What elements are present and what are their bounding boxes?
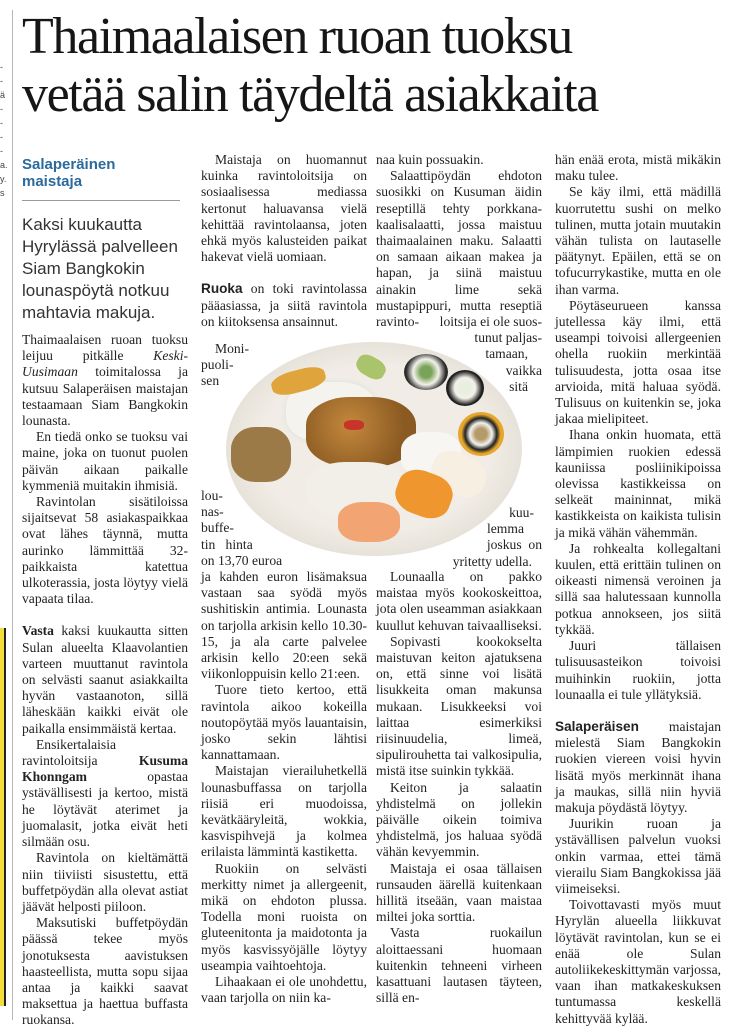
column-2 (201, 152, 367, 330)
kicker-divider (22, 200, 180, 201)
paragraph (22, 623, 188, 736)
text-line: lou- (201, 488, 223, 503)
avocado (353, 351, 389, 383)
sushi-roll-1 (404, 354, 448, 390)
text-line: tunut paljas- (474, 330, 542, 346)
column-2-continued (201, 569, 367, 1006)
gutter-mark: - (0, 132, 3, 142)
paragraph: Juurikin ruoan ja ystävällisen palvelun vuoksi onkin varmaa, ettei tämä vierailu Siam Bangkokissa jää viimeiseksi. (555, 816, 721, 896)
roe-sushi-roll (458, 412, 504, 456)
paragraph: Maistaja ei osaa tällaisen runsauden äärellä kuitenkaan hillitä itseään, vaan maistaa miltei joka sorttia. (376, 860, 542, 925)
kicker (22, 156, 182, 190)
gutter-mark: s (0, 188, 5, 198)
paragraph: ja kahden euron lisämaksua vastaan saa syödä myös sushitiskin antimia. Lounasta on tarjolla arkisin kello 10.30-15, ja ala carte palvelee arkisin kello 20:een sekä viikonloppuisin kello 21:een. (201, 569, 367, 682)
text-line: sen (201, 373, 220, 389)
text-line: tamaan, (485, 346, 528, 362)
column-1 (22, 332, 188, 1029)
deck-subheading: Kaksi kuukautta Hyrylässä palvelleen Siam Bangkokin lounaspöytä notkuu mahtavia makuja. (22, 215, 178, 322)
paragraph: Keiton ja salaatin yhdistelmä on jollekin päivälle oikein toimiva yhdistelmä, jos haluaa syödä vähän kevyemmin. (376, 779, 542, 860)
sushi-roll-2 (446, 370, 484, 406)
paragraph: Pöytäseurueen kanssa jutellessa käy ilmi, että useampi toivoisi allergeenien ohella ruokiin merkintää tulisuudesta, jotta osaa itse arvioida, mitä haluaa syödä. Tulisuus on kuitenkin se, joka jakaa mielipiteet. (555, 297, 721, 427)
nigiri-salmon-2 (338, 502, 400, 542)
text: maistajan mielestä Siam Bangkokin ruokien viereen voisi hyvin lisätä myös merkinnät ihana ja maukas, sillä niin hyviä makuja pöydästä löytyy. (555, 718, 721, 815)
text-line: loitsija ei ole suos- (439, 314, 542, 329)
text-line: sitä (509, 378, 528, 394)
gutter-mark: - (0, 62, 3, 72)
column-3-continued (376, 569, 542, 1006)
text: kaksi kuukautta sitten Sulan alueelta Klaavolantien varteen muuttanut ravintola on selvästi saanut asiakkailta hyvän vastaanoton, sillä läheskään kaikki eivät ole paikalla ensimmäistä kertaa. (22, 623, 188, 736)
paragraph (555, 719, 721, 816)
text: Ensikertalaisia ravintoloitsija (22, 736, 139, 769)
paragraph: Lounaalla on pakko maistaa myös kookoskeittoa, jota olen useamman asiakkaan kuullut kehuvan taivaalliseksi. (376, 569, 542, 633)
paragraph: Maksutiski buffetpöydän päässä tekee myös jonotuksesta aavistuksen haasteellista, mutta sopu sijaa antaa ja kaikki saavat maksettua ja haettua buffasta ruokansa. (22, 915, 188, 1028)
paragraph: Ihana onkin huomata, että lämpimien ruokien edessä kauniissa posliinikipoissa olevissa kastikkeissa on selkeät maininnat, mikä kastikkeista on kaikista tulisin ja mikä vähän vähemmän. (555, 427, 721, 540)
text: toimitalossa ja kutsuu Salaperäisen maistajan testaamaan Siam Bangkokin lounasta. (22, 364, 188, 429)
person-name: Kusuma Khonngam (22, 753, 188, 785)
food-photo (226, 342, 522, 556)
highlight-bar (0, 628, 6, 1006)
paragraph: Ja rohkealta kollegaltani kuulen, että erittäin tulinen on oikeasti nimensä veroinen ja sillä saa halutessaan kunnolla potkua annokseen, jos siitä tykkää. (555, 540, 721, 637)
paragraph: Se käy ilmi, että mädillä kuorrutettu sushi on melko tulinen, mutta jotain muutakin vähän tulista on lautaselle päätynyt. Epäilen, että se on tofucurrykastike, mutta en ole ihan varma. (555, 184, 721, 297)
text-line: puoli- (201, 357, 234, 373)
adjacent-article-fragment (0, 60, 10, 200)
lead-word: Salaperäisen (555, 718, 639, 734)
gutter-mark: - (0, 104, 3, 114)
text: opastaa ystävällisesti ja kertoo, mistä he löytävät aterimet ja juomalasit, jotka eivät heti silmään osu. (22, 769, 188, 850)
headline (22, 8, 737, 124)
column-4 (555, 152, 721, 1027)
text-line: lemma (487, 521, 524, 537)
text-line: on 13,70 euroa (201, 552, 283, 568)
text-line: kuu- (509, 505, 534, 520)
text-line: vaikka (505, 362, 542, 378)
text-line: buffe- (201, 520, 234, 536)
gutter-mark: a. (0, 160, 8, 170)
paragraph: Salaattipöydän ehdoton suosikki on Kusuman äidin reseptillä tehty porkkana-kaalisalaatti, jossa maistuu thaimaalainen maku. Salaatti on samaan aikaan makea ja hapan, ja siinä maistuu ainakin lime sekä mustapippuri, mutta reseptiä ravinto- (376, 168, 542, 330)
lead-word: Vasta (22, 623, 54, 639)
wrapped-text-left (201, 341, 249, 390)
paragraph: Tuore tieto kertoo, että ravintola aikoo kokeilla noutopöytää myös lauantaisin, josko sekin lähtisi kannattamaan. (201, 682, 367, 763)
paragraph: Ravintola on kieltämättä niin tiiviisti sisustettu, että buffetpöydän alla olevat astiat jäävät helposti piiloon. (22, 850, 188, 914)
gutter-mark: ä (0, 90, 6, 100)
paragraph: hän enää erota, mistä mikäkin maku tulee. (555, 152, 721, 184)
column-rule (12, 10, 13, 1020)
text-line: joskus on (486, 537, 542, 553)
headline-line-1: Thaimaalaisen ruoan tuoksu (22, 8, 572, 65)
paragraph: Maistaja on huomannut kuinka ravintoloitsija on sosiaalisessa mediassa kertonut haluavansa vielä kehittää ravintolaansa, joten ehkä myös kalusteiden paikat hakevat vielä uomiaan. (201, 152, 367, 265)
paragraph: Juuri tällaisen tulisuusasteikon toivoisi muihinkin ruokiin, jotta lounaalla ei tule yllätyksiä. (555, 638, 721, 702)
red-pepper (344, 420, 364, 430)
text: on toki ravintolassa pääasiassa, ja siitä ravintola on kiitoksensa ansainnut. (201, 281, 367, 329)
text-line: tin hinta (201, 536, 253, 552)
kicker-line-1: Salaperäinen (22, 156, 116, 173)
gutter-mark: - (0, 146, 3, 156)
paragraph (22, 737, 188, 850)
paragraph (201, 281, 367, 330)
paragraph: Maistajan vierailuhetkellä lounasbuffassa on tarjolla riisiä eri muodoissa, kevätkääryleitä, wokkia, kasvispihvejä ja kolmea erilaista lämmintä kastiketta. (201, 763, 367, 860)
paragraph: Vasta ruokailun aloittaessani huomaan kuitenkin tehneeni virheen kasattuani lautasen täyteen, sillä en- (376, 925, 542, 1006)
paragraph: naa kuin possuakin. (376, 152, 484, 167)
paragraph (22, 332, 188, 429)
stir-fry (306, 397, 416, 467)
paragraph: Toivottavasti myös muut Hyrylän alueella liikkuvat löytävät ravintolan, kun se ei enää ole Sulan autoliikekeskittymän varjossa, vaan ihan matkakeskuksen tuntumassa keskellä kehittyvää kylää. (555, 897, 721, 1026)
paragraph: Sopivasti kookokselta maistuvan keiton ajatuksena on, että sinne voi lisätä lisukkeita oman makunsa mukaan. Lisukkeeksi voi laittaa esimerkiksi riisinuudelia, limeä, sipulirouhetta tai valkosipulia, mistä itse suinkin tykkää. (376, 633, 542, 779)
gutter-mark: - (0, 76, 3, 86)
column-3 (376, 152, 542, 330)
paragraph: Lihaakaan ei ole unohdettu, vaan tarjolla on niin ka- (201, 974, 367, 1006)
text-line: yritetty udella. (452, 553, 532, 569)
headline-line-2: vetää salin täydeltä asiakkaita (22, 66, 598, 123)
gutter-mark: - (0, 118, 3, 128)
paragraph: Ravintolan sisätiloissa sijaitsevat 58 asiakaspaikkaa ovat lähes täynnä, mutta aurinko lämmittää 32-paikkaista katettua ulkoterassia, josta löytyy vielä vapaata tilaa. (22, 494, 188, 607)
text: Thaimaalaisen ruoan tuoksu leijuu pitkälle (22, 332, 188, 364)
paragraph: Ruokiin on selvästi merkitty nimet ja allergeenit, mikä on ehdoton plussa. Todella moni ruoista on gluteenitonta ja maidotonta ja myös kasvissyöjälle löytyy useampia vaihtoehtoja. (201, 860, 367, 973)
lead-word: Ruoka (201, 281, 243, 297)
text-line: Moni- (215, 341, 249, 356)
paragraph: En tiedä onko se tuoksu vai maine, joka on tuonut puolen päivän aikaan paikalle kymmeniä muitakin ihmisiä. (22, 429, 188, 493)
gutter-mark: y. (0, 174, 7, 184)
veggie-patty (231, 427, 291, 482)
text-line: nas- (201, 504, 224, 520)
kicker-line-2: maistaja (22, 173, 83, 190)
publication-name: Keski-Uusimaan (22, 348, 188, 380)
